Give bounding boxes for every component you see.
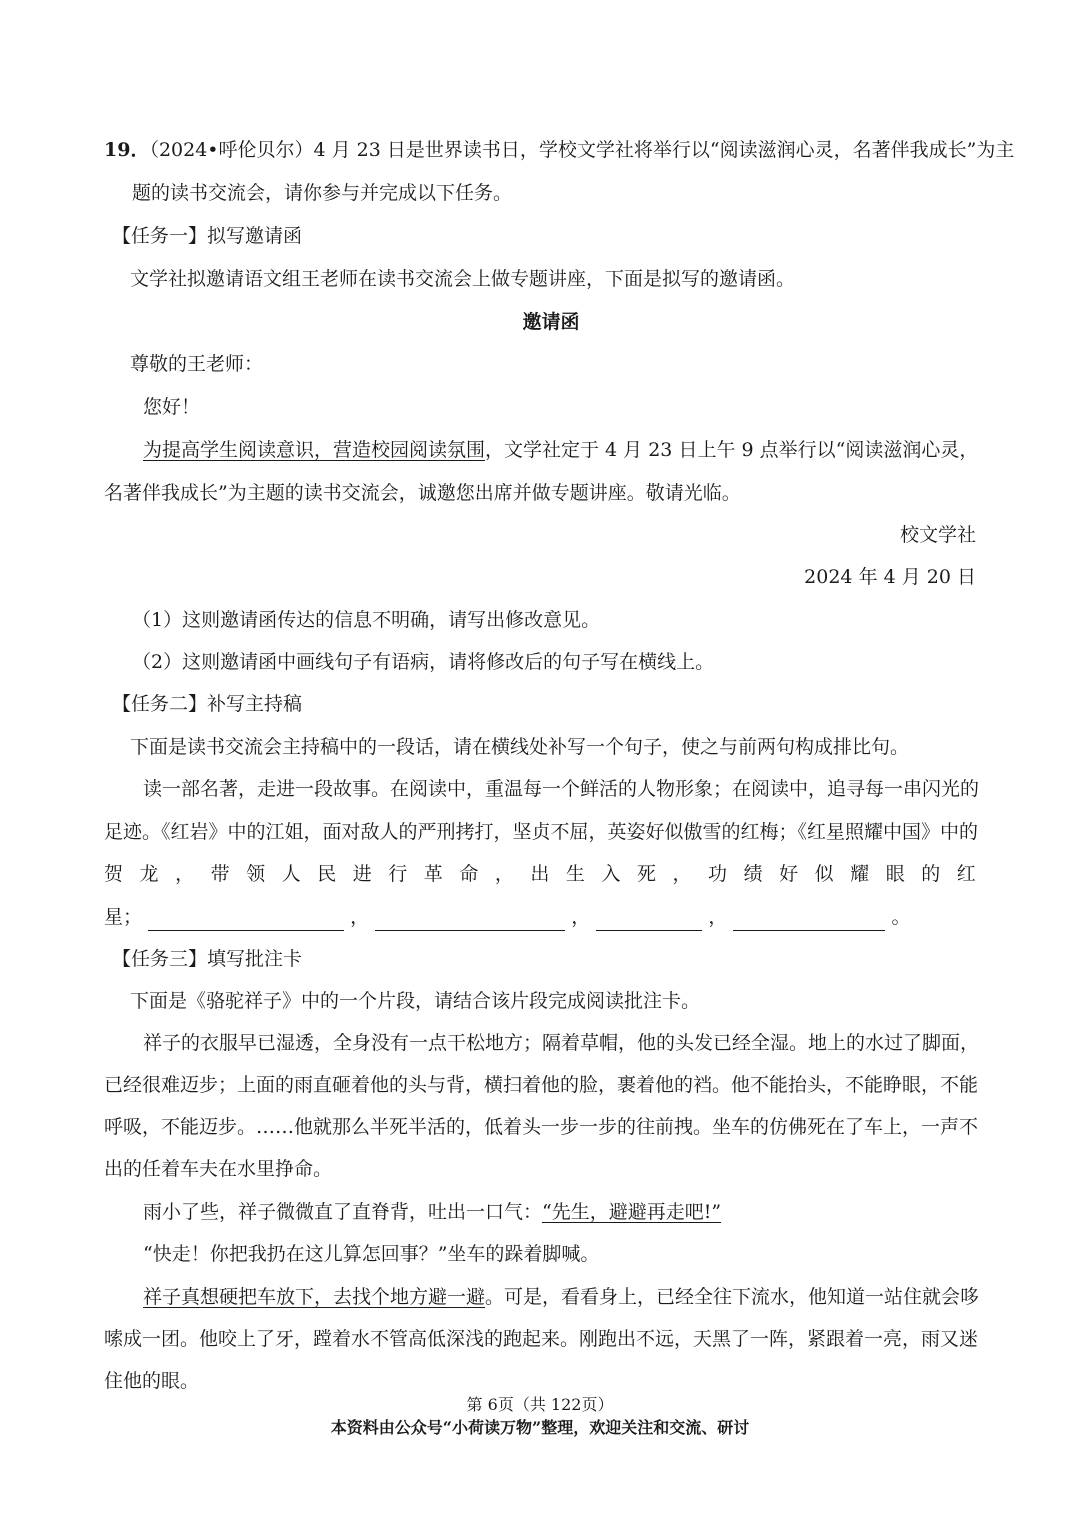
fill-blank-4[interactable] [733,908,885,931]
line3-char: 命 [459,863,479,885]
line3-char: ， [672,863,692,885]
line3-char: 绩 [743,863,763,885]
question-intro-text: （2024•呼伦贝尔）4 月 23 日是世界读书日，学校文学社将举行以“阅读滋润心灵，名著伴我成长”为主 [149,139,1015,161]
question-intro-line-2: 题的读书交流会，请你参与并完成以下任务。 [132,182,513,204]
line3-char: 民 [317,863,337,885]
fill-blank-3[interactable] [596,908,702,931]
excerpt-p2 [143,1198,721,1226]
line3-char: 贺 [104,863,124,885]
line3-char: 入 [601,863,621,885]
line3-char: 红 [956,863,976,885]
task2-paragraph-line-1: 读一部名著，走进一段故事。在阅读中，重温每一个鲜活的人物形象；在阅读中，追寻每一串闪光的 [143,778,980,800]
question-number: 19． [104,139,150,161]
letter-body-line-2: 名著伴我成长”为主题的读书交流会，诚邀您出席并做专题讲座。敬请光临。 [104,482,741,504]
line3-char: ， [494,863,514,885]
task2-heading: 【任务二】补写主持稿 [112,693,303,715]
line3-char: 生 [565,863,585,885]
task2-paragraph-line-2: 足迹。《红岩》中的江姐，面对敌人的严刑拷打，坚贞不屈，英姿好似傲雪的红梅；《红星照耀中国》中的 [104,821,979,843]
letter-salutation: 尊敬的王老师： [130,353,264,375]
line4-comma-3: ， [708,906,728,928]
line4-comma-2: ， [571,906,591,928]
letter-date: 2024 年 4 月 20 日 [804,566,976,588]
excerpt-p2-text: 雨小了些，祥子微微直了直脊背，吐出一口气： [143,1201,543,1223]
line3-char: 龙 [139,863,159,885]
letter-signature: 校文学社 [899,524,976,546]
task1-heading: 【任务一】拟写邀请函 [112,225,303,247]
line3-char: 出 [530,863,550,885]
line3-char: 似 [814,863,834,885]
letter-body-rest: ，文学社定于 4 月 23 日上午 9 点举行以“阅读滋润心灵， [485,439,979,461]
task1-question-1: （1）这则邀请函传达的信息不明确，请写出修改意见。 [132,609,601,631]
line3-char: 行 [388,863,408,885]
line4-start: 星； [104,906,143,928]
line3-char: 好 [779,863,799,885]
excerpt-p4-line-1 [143,1283,979,1311]
excerpt-p4-line-2: 嗦成一团。他咬上了牙，蹚着水不管高低深浅的跑起来。刚跑出不远，天黑了一阵，紧跟着一亮，雨又迷 [104,1328,979,1350]
line3-char: 进 [352,863,372,885]
excerpt-p1-line-3: 呼吸，不能迈步。……他就那么半死半活的，低着头一步一步的往前拽。坐车的仿佛死在了车上，一声不 [104,1116,979,1138]
task1-description: 文学社拟邀请语文组王老师在读书交流会上做专题讲座，下面是拟写的邀请函。 [130,268,796,290]
excerpt-p1-line-1: 祥子的衣服早已湿透，全身没有一点干松地方；隔着草帽，他的头发已经全湿。地上的水过了脚面， [143,1032,980,1054]
line3-char: 功 [708,863,728,885]
line3-char: 领 [246,863,266,885]
line3-char: 人 [281,863,301,885]
line3-char: 的 [921,863,941,885]
line3-char: 眼 [885,863,905,885]
task2-paragraph-line-4 [104,903,910,931]
task3-description: 下面是《骆驼祥子》中的一个片段，请结合该片段完成阅读批注卡。 [130,990,701,1012]
excerpt-p1-line-4: 出的任着车夫在水里挣命。 [104,1158,333,1180]
task1-question-2: （2）这则邀请函中画线句子有语病，请将修改后的句子写在横线上。 [132,651,715,673]
fill-blank-1[interactable] [148,908,344,931]
task2-description: 下面是读书交流会主持稿中的一段话，请在横线处补写一个句子，使之与前两句构成排比句。 [130,736,910,758]
letter-body-line-1 [143,436,978,464]
line3-char: 耀 [850,863,870,885]
line4-end: 。 [891,906,911,928]
excerpt-p1-line-2: 已经很难迈步；上面的雨直砸着他的头与背，横扫着他的脸，裹着他的裆。他不能抬头，不能睁眼，不能 [104,1074,979,1096]
line3-char: 带 [210,863,230,885]
excerpt-p3: “快走！你把我扔在这儿算怎回事？”坐车的跺着脚喊。 [143,1243,600,1265]
page-number: 第 6页（共 122页） [466,1395,614,1414]
excerpt-p4-rest: 。可是，看看身上，已经全往下流水，他知道一站住就会哆 [485,1286,980,1308]
excerpt-p4-underlined: 祥子真想硬把车放下，去找个地方避一避 [143,1286,486,1308]
excerpt-p2-underlined: “先生，避避再走吧!” [542,1201,722,1223]
line4-comma-1: ， [350,906,370,928]
letter-title: 邀请函 [522,311,580,333]
letter-greeting: 您好！ [143,396,201,418]
question-intro-line-1 [104,136,1014,164]
fill-blank-2[interactable] [375,908,565,931]
letter-underlined-sentence: 为提高学生阅读意识，营造校园阅读氛围 [143,439,486,461]
line3-char: ， [175,863,195,885]
footer-note: 本资料由公众号“小荷读万物”整理，欢迎关注和交流、研讨 [330,1418,750,1437]
task3-heading: 【任务三】填写批注卡 [112,948,303,970]
line3-char: 革 [423,863,443,885]
task2-paragraph-line-3 [104,860,976,888]
line3-char: 死 [636,863,656,885]
excerpt-p4-line-3: 住他的眼。 [104,1370,200,1392]
